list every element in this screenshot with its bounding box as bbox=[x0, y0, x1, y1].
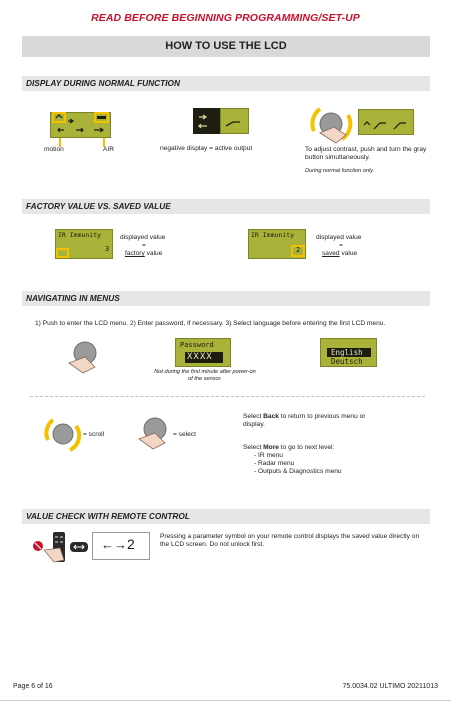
factory-marker-highlight bbox=[56, 248, 69, 258]
lcd-remote-number: 2 bbox=[127, 536, 135, 552]
negative-display-icons bbox=[193, 108, 249, 134]
saved-value-label: saved value bbox=[322, 250, 358, 257]
lcd-normal-display bbox=[50, 112, 111, 138]
lcd-remote-value bbox=[92, 532, 150, 560]
lcd-saved-value: IR Immunity 2 bbox=[248, 229, 306, 259]
lcd-remote-symbol: ←→ bbox=[101, 537, 127, 552]
password-note: Not during the first minute after power-on of the sensor. bbox=[154, 369, 256, 382]
factory-equals: = bbox=[142, 242, 146, 249]
more-item-outputs: - Outputs & Diagnostics menu bbox=[254, 468, 342, 475]
motion-label: motion bbox=[44, 146, 64, 153]
select-knob-icon bbox=[135, 413, 173, 451]
section-display-header: DISPLAY DURING NORMAL FUNCTION bbox=[22, 76, 430, 91]
air-label: AIR bbox=[103, 146, 114, 153]
section-factory-header: FACTORY VALUE VS. SAVED VALUE bbox=[22, 199, 430, 214]
factory-value-label: factory value bbox=[125, 250, 163, 257]
page-number: Page 6 of 16 bbox=[13, 683, 53, 690]
factory-displayed-value: displayed value bbox=[120, 234, 166, 241]
more-instruction: Select More to go to next level: bbox=[243, 444, 335, 451]
more-item-radar: - Radar menu bbox=[254, 460, 295, 467]
saved-equals: = bbox=[339, 242, 343, 249]
lcd-contrast-display bbox=[358, 109, 414, 135]
language-option: Deutsch bbox=[331, 357, 363, 366]
footer-divider bbox=[0, 700, 451, 701]
contrast-note: During normal function only. bbox=[305, 168, 375, 174]
scroll-label: = scroll bbox=[83, 431, 105, 438]
section-navigating-header: NAVIGATING IN MENUS bbox=[22, 291, 430, 306]
back-instruction: Select Back to return to previous menu or display. bbox=[243, 413, 366, 428]
remote-control-icon bbox=[30, 530, 90, 566]
navigating-steps: 1) Push to enter the LCD menu. 2) Enter password, if necessary. 3) Select language before entering the first LCD menu. bbox=[35, 320, 386, 327]
lcd-factory-value: IR Immunity 3 bbox=[55, 229, 113, 259]
value-check-text: Pressing a parameter symbol on your remote control displays the saved value directly on the LCD screen. Do not unlock first. bbox=[160, 533, 420, 548]
document-id: 75.0034.02 ULTIMO 20211013 bbox=[342, 683, 438, 690]
negative-display-label: negative display = active output bbox=[160, 145, 253, 152]
page-banner: READ BEFORE BEGINNING PROGRAMMING/SET-UP bbox=[91, 12, 360, 24]
lcd-language bbox=[320, 338, 377, 367]
lcd-password: Password XXXX bbox=[175, 338, 231, 367]
lcd-negative-display bbox=[193, 108, 249, 134]
more-item-ir: - IR menu bbox=[254, 452, 283, 459]
push-knob-icon bbox=[65, 337, 101, 375]
scroll-knob-icon bbox=[42, 412, 82, 456]
motion-air-icons bbox=[50, 112, 111, 138]
language-option-selected: English bbox=[331, 348, 363, 357]
divider bbox=[30, 396, 425, 397]
select-label: = select bbox=[173, 431, 196, 438]
page-title: HOW TO USE THE LCD bbox=[22, 36, 430, 57]
section-value-check-header: VALUE CHECK WITH REMOTE CONTROL bbox=[22, 509, 430, 524]
saved-displayed-value: displayed value bbox=[316, 234, 362, 241]
contrast-instructions: To adjust contrast, push and turn the gray button simultaneously. bbox=[305, 146, 427, 161]
password-field: XXXX bbox=[187, 352, 213, 362]
contrast-knob-icon bbox=[306, 101, 356, 147]
